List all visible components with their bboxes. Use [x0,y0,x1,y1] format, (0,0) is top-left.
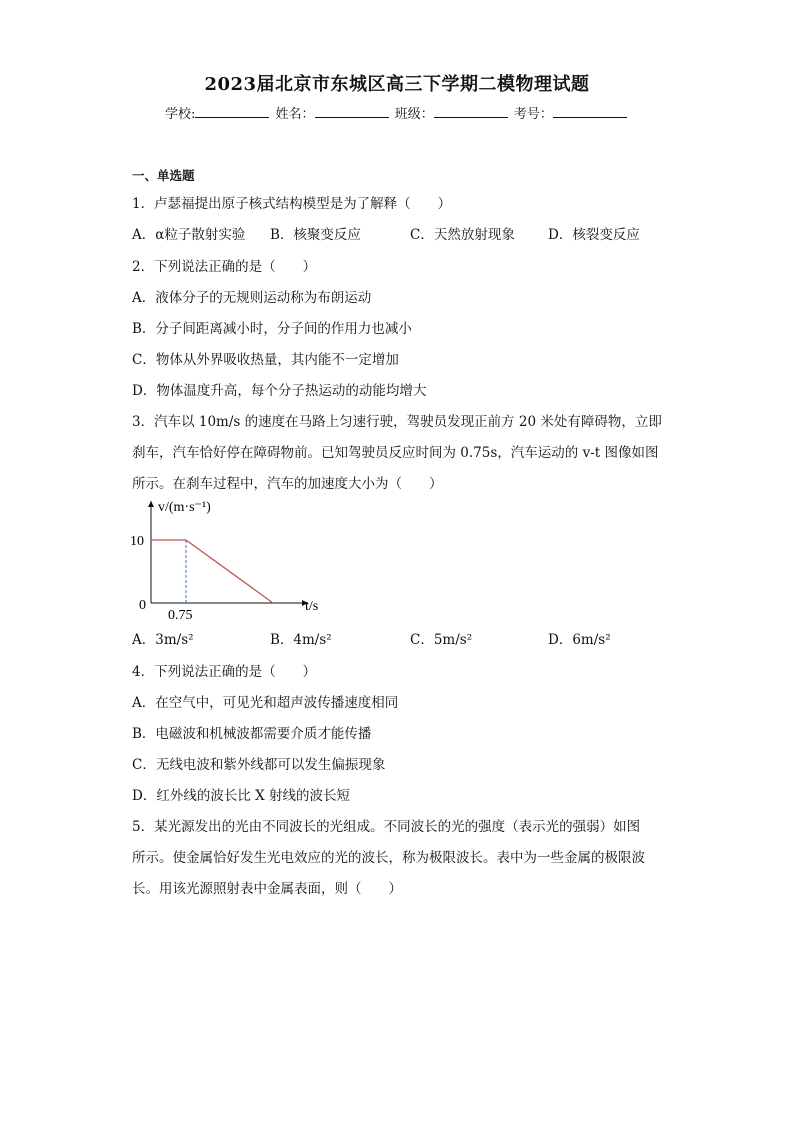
q1-option-b: B．核聚变反应 [270,227,361,243]
q2-option-b: B．分子间距离减小时，分子间的作用力也减小 [132,321,412,337]
q3-stem-line-1: 3．汽车以 10m/s 的速度在马路上匀速行驶，驾驶员发现正前方 20 米处有障碍物，立即 [132,414,662,430]
class-label: 班级： [394,107,434,122]
q5-stem-line-1: 5．某光源发出的光由不同波长的光组成。不同波长的光的强度（表示光的强弱）如图 [132,819,641,835]
q2-stem: 2．下列说法正确的是（ ） [132,259,317,275]
school-label: 学校: [165,107,196,122]
x-tick-label: 0.75 [168,608,193,623]
q5-stem-line-2: 所示。使金属恰好发生光电效应的光的波长，称为极限波长。表中为一些金属的极限波 [132,850,645,866]
x-axis-label: t/s [305,599,319,614]
q3-option-b: B．4m/s² [270,632,332,648]
q1-option-d: D．核裂变反应 [548,227,640,243]
origin-label: 0 [139,598,146,613]
q1-option-a: A．α粒子散射实验 [132,227,246,243]
class-blank [434,105,508,118]
q2-option-c: C．物体从外界吸收热量，其内能不一定增加 [132,352,399,368]
q4-option-b: B．电磁波和机械波都需要介质才能传播 [132,726,372,742]
y-tick-label: 10 [130,534,144,549]
q4-option-c: C．无线电波和紫外线都可以发生偏振现象 [132,757,386,773]
q5-stem-line-3: 长。用该光源照射表中金属表面，则（ ） [132,881,402,897]
exam-title: 2023届北京市东城区高三下学期二模物理试题 [204,74,590,95]
vt-graph [130,495,340,625]
q4-option-d: D．红外线的波长比 X 射线的波长短 [132,788,351,804]
section-title: 一、单选题 [132,168,195,183]
q4-stem: 4．下列说法正确的是（ ） [132,664,317,680]
braking-segment [186,540,273,603]
q1-stem: 1．卢瑟福提出原子核式结构模型是为了解释（ ） [132,196,452,212]
school-blank [195,105,269,118]
exam-number-blank [553,105,627,118]
q3-option-c: C．5m/s² [410,632,473,648]
student-info-line [165,103,629,122]
q3-option-d: D．6m/s² [548,632,611,648]
q3-option-a: A．3m/s² [132,632,194,648]
name-label: 姓名： [275,107,315,122]
name-blank [315,105,389,118]
y-axis-label: v/(m·s⁻¹) [158,500,211,515]
q1-option-c: C．天然放射现象 [410,227,515,243]
q3-stem-line-3: 所示。在刹车过程中，汽车的加速度大小为（ ） [132,476,443,492]
q2-option-d: D．物体温度升高，每个分子热运动的动能均增大 [132,383,427,399]
q3-stem-line-2: 刹车，汽车恰好停在障碍物前。已知驾驶员反应时间为 0.75s，汽车运动的 v-t 图像如图 [132,445,659,461]
q4-option-a: A．在空气中，可见光和超声波传播速度相同 [132,695,399,711]
q2-option-a: A．液体分子的无规则运动称为布朗运动 [132,290,372,306]
exam-number-label: 考号： [513,107,553,122]
